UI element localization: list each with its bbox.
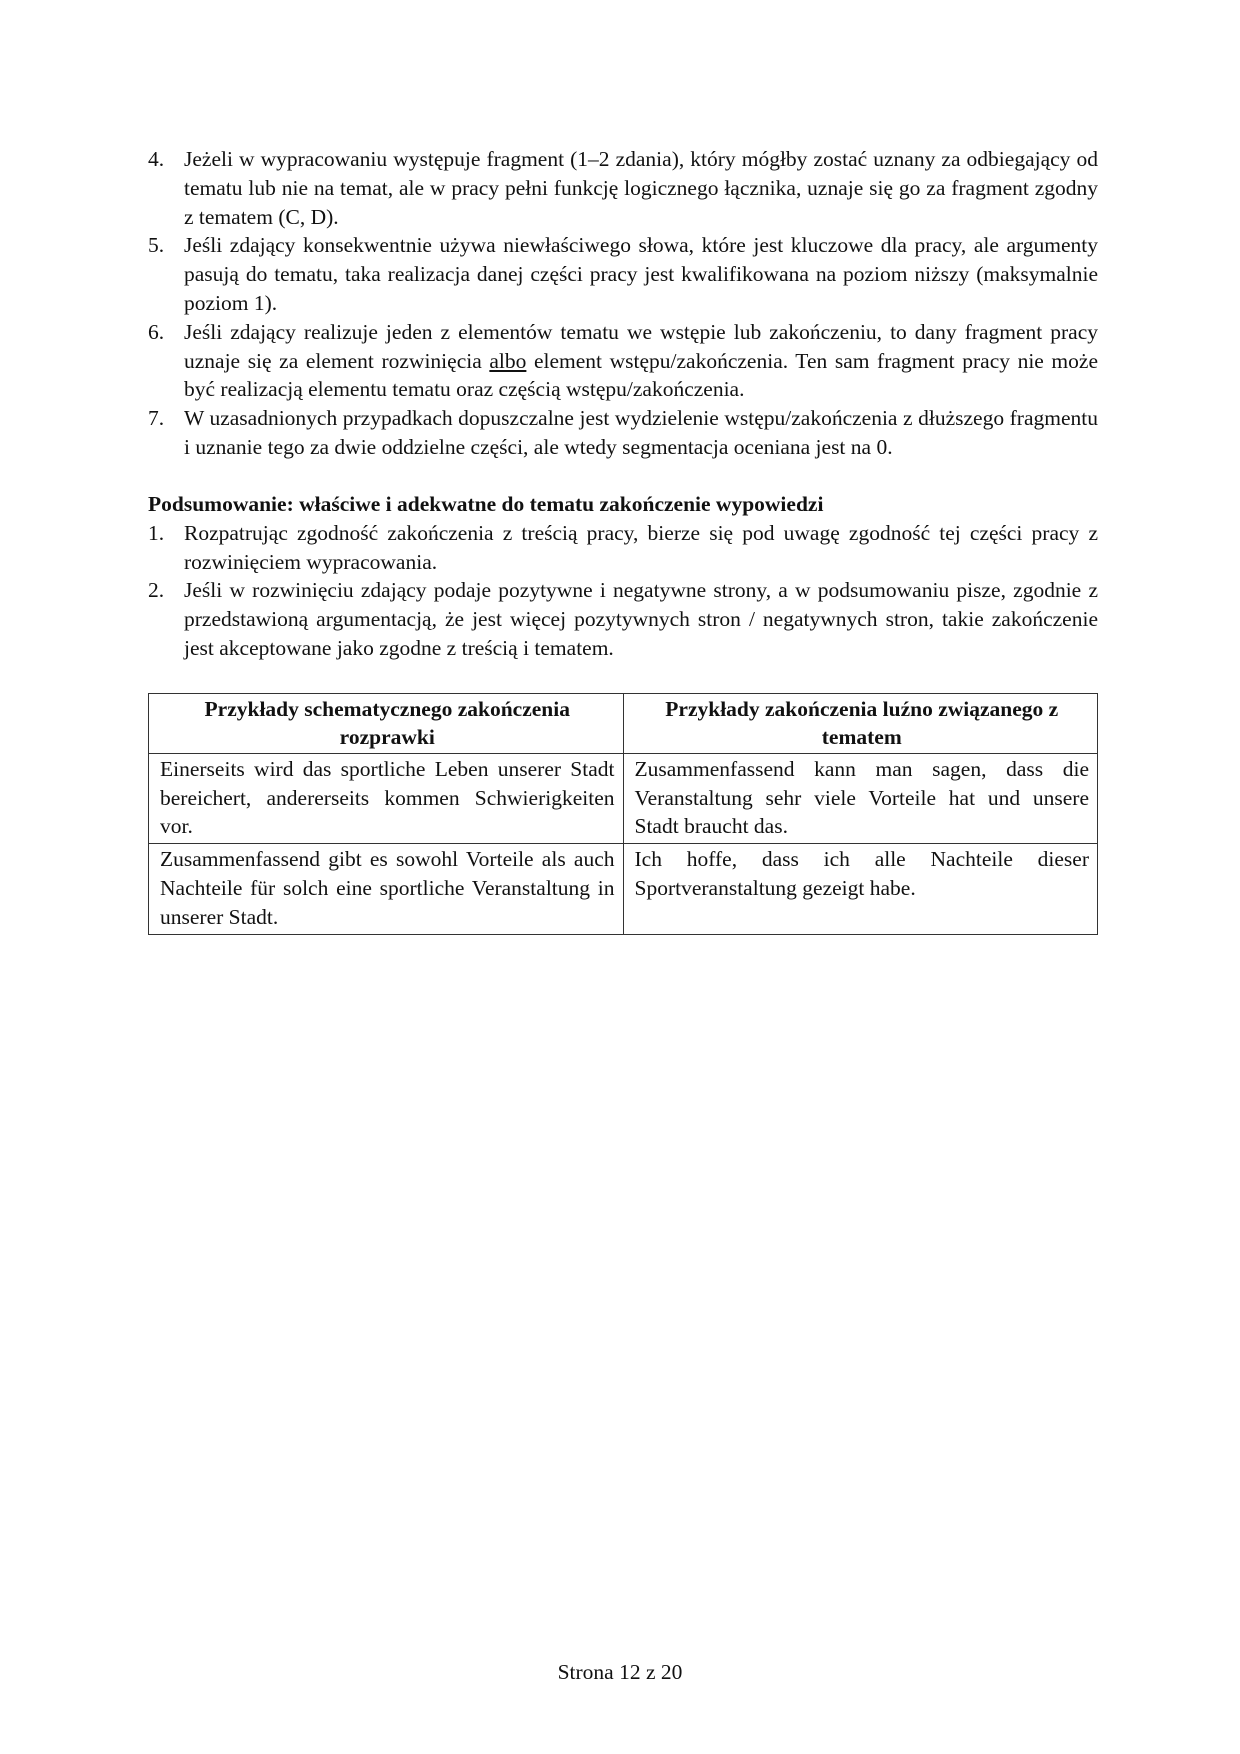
rule-item-7: [148, 404, 1098, 462]
summary-number: 2.: [148, 578, 165, 603]
table-cell: Zusammenfassend gibt es sowohl Vorteile als auch Nachteile für solch eine sportliche Veranstaltung in unserer Stadt.: [149, 844, 624, 934]
rule-text: [184, 320, 1098, 402]
examples-table: [148, 693, 1098, 935]
rule-number: 5.: [148, 233, 165, 258]
header-schematic-endings: Przykłady schematycznego zakończenia rozprawki: [149, 693, 624, 753]
rule-text: W uzasadnionych przypadkach dopuszczalne jest wydzielenie wstępu/zakończenia z dłuższego fragmentu i uznanie tego za dwie oddzielne części, ale wtedy segmentacja oceniana jest na 0.: [184, 406, 1098, 459]
summary-section-title: Podsumowanie: właściwe i adekwatne do tematu zakończenie wypowiedzi: [148, 491, 824, 516]
table-header-row: [149, 693, 1098, 753]
rule-number: 7.: [148, 406, 165, 431]
summary-list: [148, 519, 1098, 663]
table-row: [149, 844, 1098, 934]
rule-text-before: Jeśli zdający realizuje jeden z elementów tematu we wstępie lub zakończeniu, to dany fragment pracy uznaje się za element rozwinięcia: [184, 319, 1098, 373]
rule-text: Jeśli zdający konsekwentnie używa niewłaściwego słowa, które jest kluczowe dla pracy, ale argumenty pasują do tematu, taka realizacja danej części pracy jest kwalifikowana na poziom niższy (maksymalnie poziom 1).: [184, 233, 1098, 315]
summary-item-1: [148, 519, 1098, 577]
page-number-footer: Strona 12 z 20: [557, 1660, 683, 1684]
summary-item-2: [148, 576, 1098, 662]
summary-text: Jeśli w rozwinięciu zdający podaje pozytywne i negatywne strony, a w podsumowaniu pisze, zgodnie z przedstawioną argumentacją, że jest więcej pozytywnych stron / negatywnych stron, takie zakończenie jest akceptowane jako zgodne z treścią i tematem.: [184, 578, 1098, 660]
rules-list: [148, 145, 1098, 462]
summary-text: Rozpatrując zgodność zakończenia z treścią pracy, bierze się pod uwagę zgodność tej części pracy z rozwinięciem wypracowania.: [184, 520, 1098, 574]
rule-text: Jeżeli w wypracowaniu występuje fragment (1–2 zdania), który mógłby zostać uznany za odbiegający od tematu lub nie na temat, ale w pracy pełni funkcję logicznego łącznika, uznaje się go za fragment zgodny z tematem (C, D).: [184, 147, 1098, 229]
rule-item-4: [148, 145, 1098, 231]
table-cell: Ich hoffe, dass ich alle Nachteile dieser Sportveranstaltung gezeigt habe.: [623, 844, 1098, 934]
rule-item-5: [148, 231, 1098, 317]
rule-number: 4.: [148, 147, 165, 171]
document-page: [148, 145, 1098, 935]
table-row: [149, 753, 1098, 843]
rule-item-6: [148, 318, 1098, 404]
rule-text-underlined: albo: [489, 348, 527, 373]
summary-number: 1.: [148, 520, 165, 545]
table-cell: Zusammenfassend kann man sagen, dass die Veranstaltung sehr viele Vorteile hat und unsere Stadt braucht das.: [623, 753, 1098, 843]
rule-text-after: element wstępu/zakończenia. Ten sam fragment pracy nie może być realizacją elementu tematu oraz częścią wstępu/zakończenia.: [184, 348, 1098, 402]
table-cell: Einerseits wird das sportliche Leben unserer Stadt bereichert, andererseits kommen Schwierigkeiten vor.: [149, 753, 624, 843]
rule-number: 6.: [148, 319, 165, 344]
header-loosely-related-endings: Przykłady zakończenia luźno związanego z tematem: [623, 693, 1098, 753]
